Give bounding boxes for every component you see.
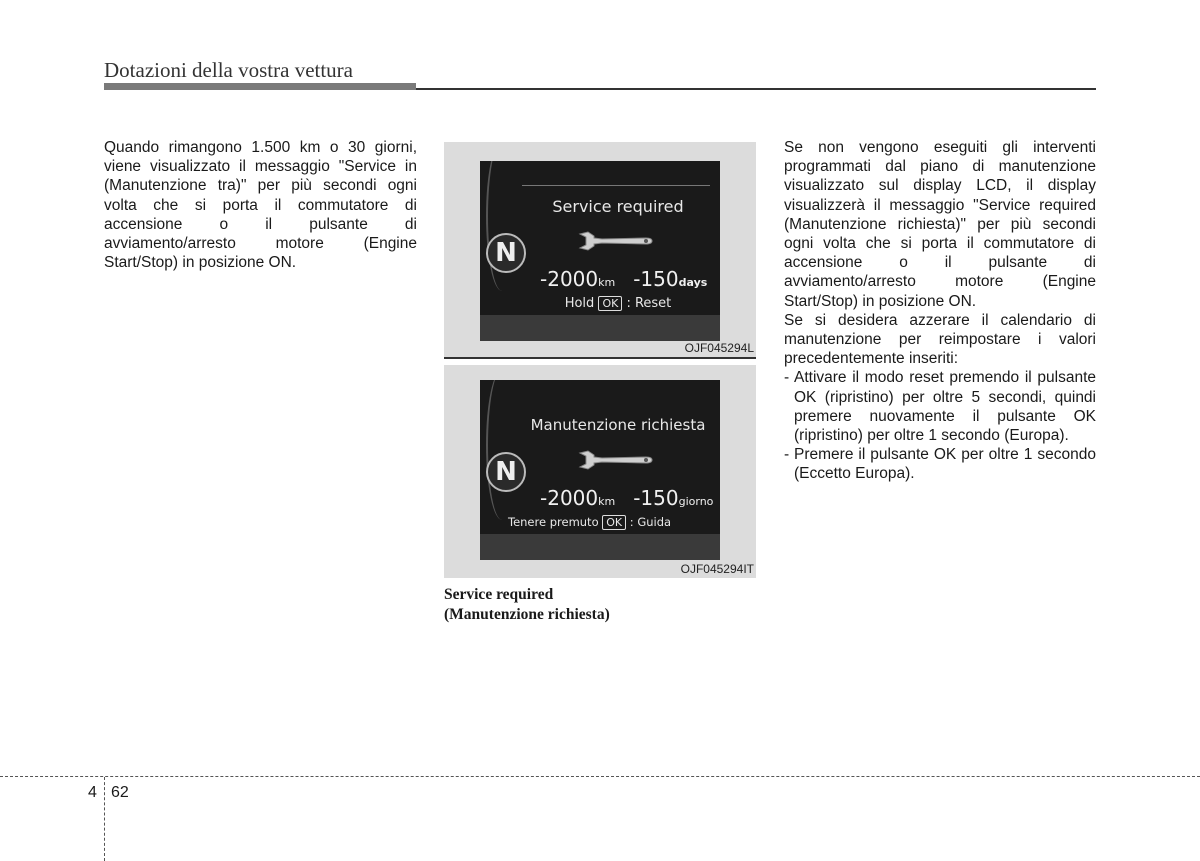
page-header-title: Dotazioni della vostra vettura — [104, 58, 353, 82]
service-readout — [540, 486, 713, 510]
distance-unit: km — [598, 276, 616, 289]
caption-line-2: (Manutenzione richiesta) — [444, 605, 610, 623]
lcd-bottom-band — [480, 315, 720, 341]
figure-manutenzione-richiesta — [444, 365, 756, 578]
gear-indicator: N — [486, 233, 526, 273]
lcd-bottom-band — [480, 534, 720, 560]
figure-caption — [444, 585, 610, 624]
lcd-divider — [522, 185, 710, 186]
right-paragraph-1: Se non vengono eseguiti gli interventi programmati dal piano di manutenzione visualizzato sul display LCD, il display visualizzerà il messaggio "Service required (Manutenzione richiesta)" per più secondi ogni volta che si porta il commutatore di accensione o il pulsante di avviamento/arresto motore (Engine Start/Stop) in posizione ON. — [784, 139, 1096, 310]
lcd-title: Service required — [552, 197, 684, 216]
distance-value: -2000 — [540, 267, 599, 291]
list-item — [784, 368, 1096, 445]
gear-indicator: N — [486, 452, 526, 492]
distance-unit: km — [598, 495, 616, 508]
bullet-text: Premere il pulsante OK per oltre 1 secondo (Eccetto Europa). — [794, 446, 1096, 483]
lcd-display — [480, 161, 720, 341]
hold-suffix: : Guida — [629, 515, 672, 529]
hold-instruction — [508, 515, 716, 530]
hold-prefix: Hold — [564, 296, 595, 311]
figure-service-required — [444, 142, 756, 357]
days-unit: days — [678, 276, 708, 289]
ok-key: OK — [598, 296, 622, 311]
bullet-marker: - — [784, 369, 790, 387]
days-unit: giorno — [678, 495, 714, 508]
distance-value: -2000 — [540, 486, 599, 510]
footer-rule — [0, 776, 1200, 777]
hold-suffix: : Reset — [626, 296, 672, 311]
hold-prefix: Tenere premuto — [508, 515, 599, 529]
header-rule-thick — [104, 83, 416, 90]
figure-code: OJF045294L — [684, 341, 754, 355]
hold-instruction — [520, 296, 716, 311]
service-readout — [540, 267, 707, 291]
lcd-title: Manutenzione richiesta — [530, 416, 706, 434]
lcd-display — [480, 380, 720, 560]
left-column-paragraph: Quando rimangono 1.500 km o 30 giorni, viene visualizzato il messaggio "Service in (Manutenzione tra)" per più secondi ogni volta che si porta il commutatore di accensione o il pulsante di avviamento/arresto motore (Engine Start/Stop) in posizione ON. — [104, 139, 417, 272]
ok-key: OK — [602, 515, 626, 530]
gauge-arc — [486, 380, 518, 520]
wrench-icon — [576, 448, 656, 470]
footer-vertical-rule — [104, 777, 105, 861]
caption-line-1: Service required — [444, 586, 554, 603]
days-value: -150 — [633, 486, 679, 510]
header-rule-thin — [416, 88, 1096, 90]
bullet-text: Attivare il modo reset premendo il pulsante OK (ripristino) per oltre 5 secondi, quindi premere nuovamente il pulsante OK (ripristino) per oltre 1 secondo (Europa). — [794, 369, 1096, 445]
figure-separator — [444, 357, 756, 359]
list-item — [784, 445, 1096, 483]
page-number: 62 — [111, 784, 129, 801]
figure-code: OJF045294IT — [680, 562, 754, 576]
bullet-marker: - — [784, 446, 790, 464]
chapter-number: 4 — [88, 784, 97, 801]
right-paragraph-2: Se si desidera azzerare il calendario di manutenzione per reimpostare i valori precedentemente inseriti: — [784, 311, 1096, 368]
wrench-icon — [576, 229, 656, 251]
right-column — [784, 138, 1096, 484]
days-value: -150 — [633, 267, 679, 291]
